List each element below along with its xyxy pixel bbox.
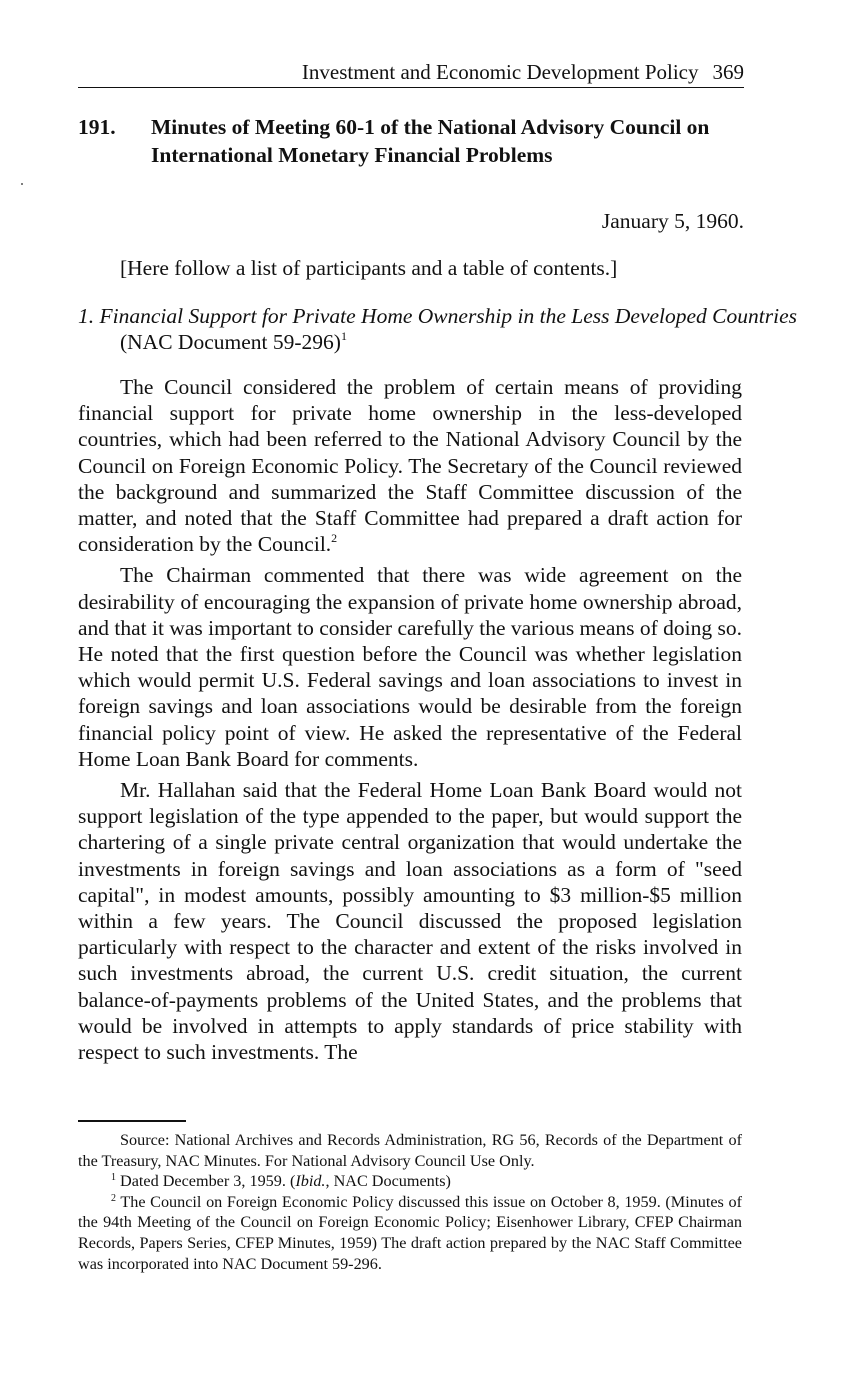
source-note: Source: National Archives and Records Administration, RG 56, Records of the Department of the Treasury, NAC Minutes. For National Advisory Council Use Only. — [78, 1131, 742, 1170]
footnote-2-text: The Council on Foreign Economic Policy discussed this issue on October 8, 1959. (Minutes of the 94th Meeting of the Council on Foreign Economic Policy; Eisenhower Library, CFEP Chairman Records, Papers Series, CFEP Minutes, 1959) The draft action prepared by the NAC Staff Committee was incorporated into NAC Document 59-296. — [78, 1192, 742, 1273]
document-date: January 5, 1960. — [601, 209, 744, 233]
footnote-1-number: 1 — [111, 1172, 116, 1184]
paragraph-1 — [78, 374, 742, 557]
running-title: Investment and Economic Development Policy — [301, 60, 699, 84]
footnote-1 — [78, 1171, 742, 1192]
document-heading — [78, 113, 758, 169]
footnote-ref-1: 1 — [340, 329, 347, 343]
section-heading — [78, 303, 800, 355]
section-heading-title: 1. Financial Support for Private Home Ownership in the Less Developed Countries — [78, 304, 797, 328]
body-text — [78, 374, 742, 1070]
footnote-2 — [78, 1192, 742, 1274]
editorial-note: [Here follow a list of participants and a table of contents.] — [120, 256, 618, 280]
footnotes — [78, 1130, 742, 1274]
footnote-ref-2: 2 — [331, 531, 338, 546]
footnote-1-ibid: Ibid. — [295, 1172, 326, 1191]
section-heading-reference: (NAC Document 59-296) — [120, 330, 341, 354]
document-title: Minutes of Meeting 60-1 of the National Advisory Council on International Monetary Financial Problems — [151, 115, 710, 167]
document-number: 191. — [78, 115, 116, 139]
footnote-1-text: Dated December 3, 1959. ( — [116, 1172, 296, 1191]
page-number: 369 — [712, 60, 744, 84]
running-head — [78, 58, 744, 88]
footnote-1-tail: , NAC Documents) — [325, 1172, 451, 1191]
paragraph-3: Mr. Hallahan said that the Federal Home Loan Bank Board would not support legislation of the type appended to the paper, but would support the chartering of a single private central organization that would undertake the investments in foreign savings and loan associations as a form of "seed capital", in modest amounts, possibly amounting to $3 million-$5 million within a few years. The Council discussed the proposed legislation particularly with respect to the character and extent of the risks involved in such investments abroad, the current U.S. credit situation, the current balance-of-payments problems of the United States, and the problems that would be involved in attempts to apply standards of price stability with respect to such investments. The — [78, 778, 742, 1065]
footnote-2-number: 2 — [111, 1192, 116, 1204]
paragraph-2: The Chairman commented that there was wide agreement on the desirability of encouraging the expansion of private home ownership abroad, and that it was important to consider carefully the various means of doing so. He noted that the first question before the Council was whether legislation which would permit U.S. Federal savings and loan associations to invest in foreign savings and loan associations would be desirable from the foreign financial policy point of view. He asked the representative of the Federal Home Loan Bank Board for comments. — [78, 563, 742, 771]
paragraph-1-text: The Council considered the problem of certain means of providing financial support for private home ownership in the less-developed countries, which had been referred to the National Advisory Council by the Council on Foreign Economic Policy. The Secretary of the Council reviewed the background and summarized the Staff Committee discussion of the matter, and noted that the Staff Committee had prepared a draft action for consideration by the Council. — [78, 375, 742, 557]
footnote-divider — [78, 1120, 186, 1122]
scan-speck — [21, 183, 23, 185]
